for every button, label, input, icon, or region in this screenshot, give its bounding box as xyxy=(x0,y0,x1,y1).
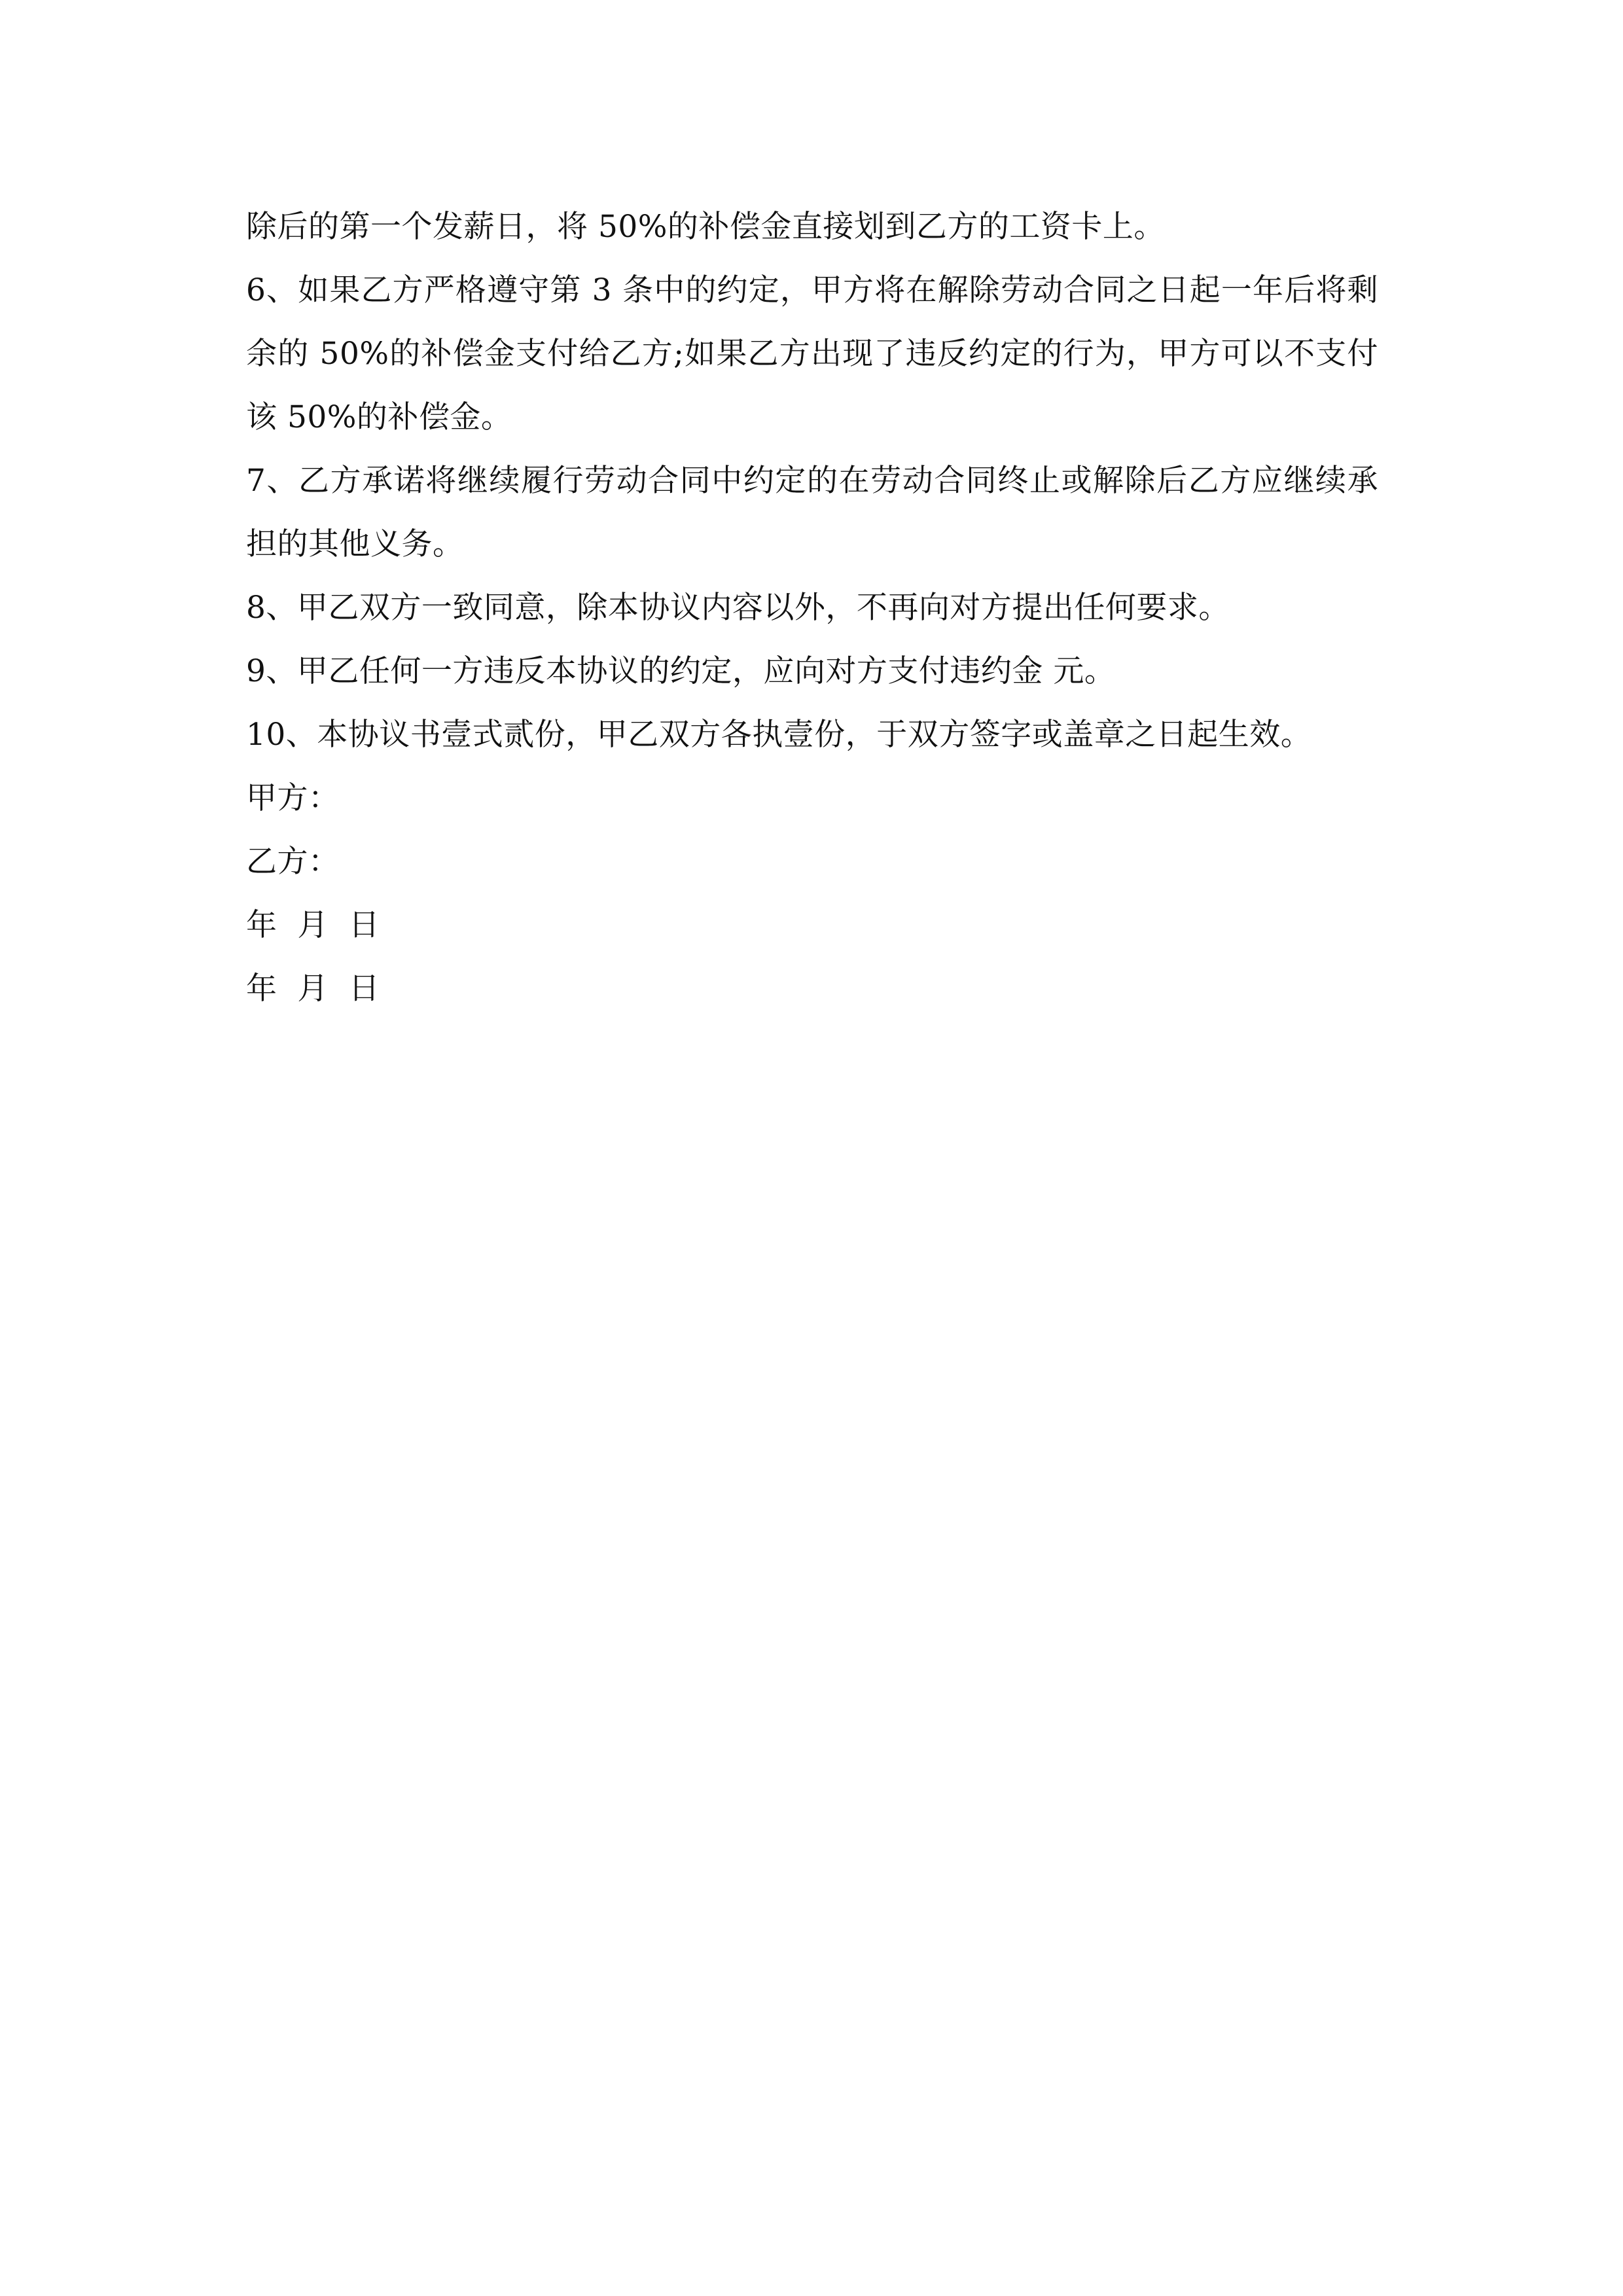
document-body xyxy=(246,195,1378,1020)
clause-10: 10、本协议书壹式贰份，甲乙双方各执壹份，于双方签字或盖章之日起生效。 xyxy=(246,717,1312,753)
clause-9: 9、甲乙任何一方违反本协议的约定，应向对方支付违约金 元。 xyxy=(246,653,1116,689)
signature-date-2: 年 月 日 xyxy=(246,971,380,1007)
party-b-signature: 乙方： xyxy=(246,844,340,880)
clause-6: 6、如果乙方严格遵守第 3 条中的约定，甲方将在解除劳动合同之日起一年后将剩余的 50%的补偿金支付给乙方;如果乙方出现了违反约定的行为，甲方可以不支付该 50%的补偿金。 xyxy=(246,272,1378,435)
signature-date-1: 年 月 日 xyxy=(246,907,380,943)
clause-7: 7、乙方承诺将继续履行劳动合同中约定的在劳动合同终止或解除后乙方应继续承担的其他义务。 xyxy=(246,463,1378,562)
party-a-signature: 甲方： xyxy=(246,780,340,816)
clause-8: 8、甲乙双方一致同意，除本协议内容以外，不再向对方提出任何要求。 xyxy=(246,590,1230,626)
paragraph-continuation: 除后的第一个发薪日，将 50%的补偿金直接划到乙方的工资卡上。 xyxy=(246,209,1165,245)
